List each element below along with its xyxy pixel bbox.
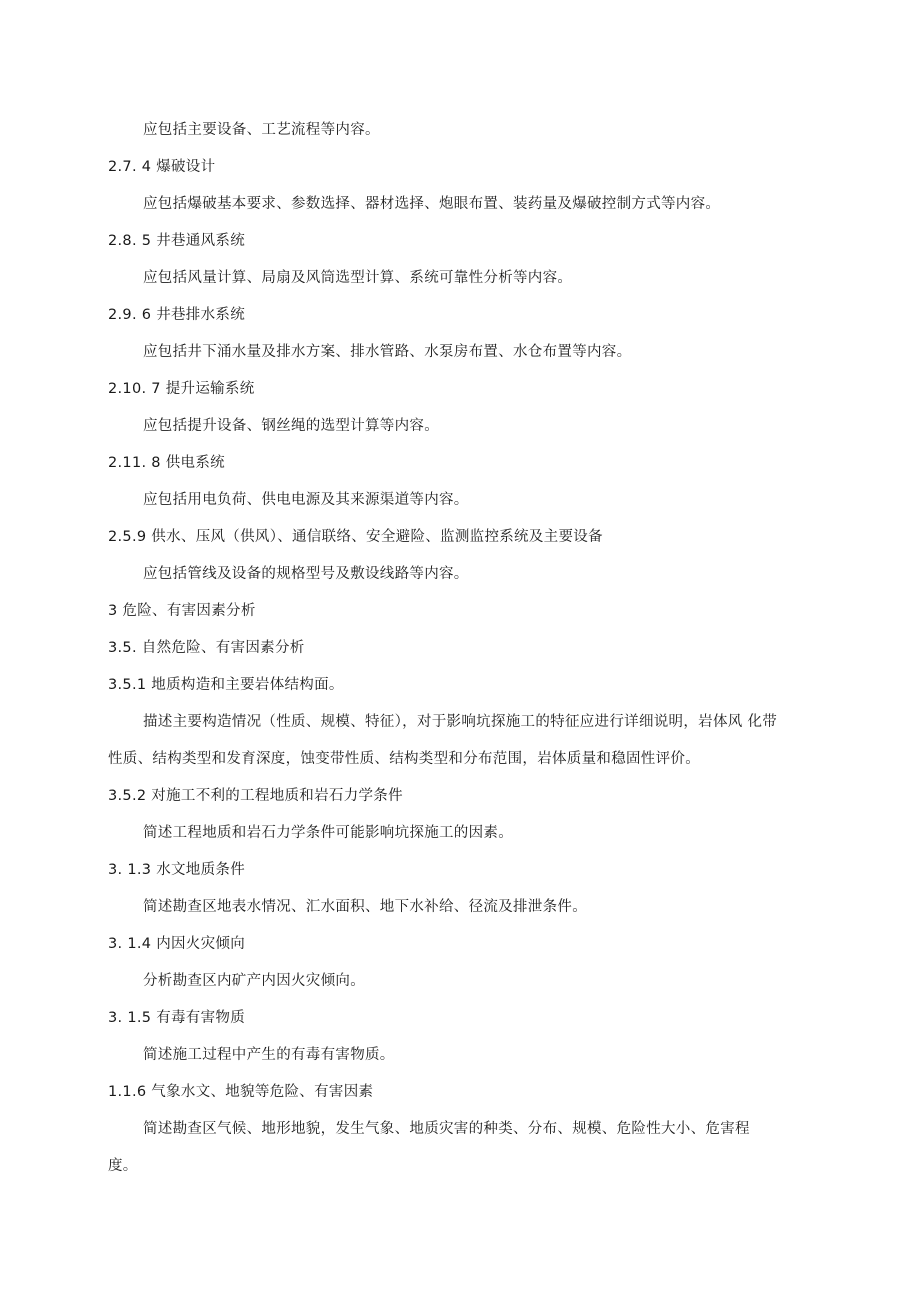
section-heading: 2.5.9 供水、压风（供风）、通信联络、安全避险、监测监控系统及主要设备 (108, 529, 603, 545)
paragraph: 简述勘查区气候、地形地貌，发生气象、地质灾害的种类、分布、规模、危险性大小、危害程 (143, 1121, 750, 1137)
paragraph: 应包括风量计算、局扇及风筒选型计算、系统可靠性分析等内容。 (143, 270, 573, 286)
paragraph: 应包括提升设备、钢丝绳的选型计算等内容。 (143, 418, 439, 434)
section-heading: 2.10. 7 提升运输系统 (108, 381, 255, 397)
paragraph-continuation: 性质、结构类型和发育深度，蚀变带性质、结构类型和分布范围，岩体质量和稳固性评价。 (108, 751, 700, 767)
subsection-heading: 3.5.2 对施工不利的工程地质和岩石力学条件 (108, 788, 403, 804)
section-heading: 2.7. 4 爆破设计 (108, 159, 216, 175)
section-heading: 3.5. 自然危险、有害因素分析 (108, 640, 305, 656)
paragraph: 应包括主要设备、工艺流程等内容。 (143, 122, 380, 138)
paragraph: 分析勘查区内矿产内因火灾倾向。 (143, 973, 365, 989)
paragraph: 应包括管线及设备的规格型号及敷设线路等内容。 (143, 566, 469, 582)
subsection-heading: 3.5.1 地质构造和主要岩体结构面。 (108, 677, 344, 693)
paragraph: 应包括爆破基本要求、参数选择、器材选择、炮眼布置、装药量及爆破控制方式等内容。 (143, 196, 721, 212)
paragraph: 描述主要构造情况（性质、规模、特征），对于影响坑探施工的特征应进行详细说明，岩体风 化带 (143, 714, 778, 730)
section-heading: 2.11. 8 供电系统 (108, 455, 225, 471)
subsection-heading: 3. 1.5 有毒有害物质 (108, 1010, 246, 1026)
subsection-heading: 3. 1.3 水文地质条件 (108, 862, 246, 878)
section-heading: 2.9. 6 井巷排水系统 (108, 307, 246, 323)
subsection-heading: 3. 1.4 内因火灾倾向 (108, 936, 246, 952)
paragraph: 简述工程地质和岩石力学条件可能影响坑探施工的因素。 (143, 825, 513, 841)
paragraph: 应包括井下涌水量及排水方案、排水管路、水泵房布置、水仓布置等内容。 (143, 344, 632, 360)
chapter-heading: 3 危险、有害因素分析 (108, 603, 256, 619)
subsection-heading: 1.1.6 气象水文、地貌等危险、有害因素 (108, 1084, 374, 1100)
section-heading: 2.8. 5 井巷通风系统 (108, 233, 246, 249)
paragraph-continuation: 度。 (108, 1158, 138, 1174)
paragraph: 简述施工过程中产生的有毒有害物质。 (143, 1047, 395, 1063)
paragraph: 简述勘查区地表水情况、汇水面积、地下水补给、径流及排泄条件。 (143, 899, 587, 915)
paragraph: 应包括用电负荷、供电电源及其来源渠道等内容。 (143, 492, 469, 508)
